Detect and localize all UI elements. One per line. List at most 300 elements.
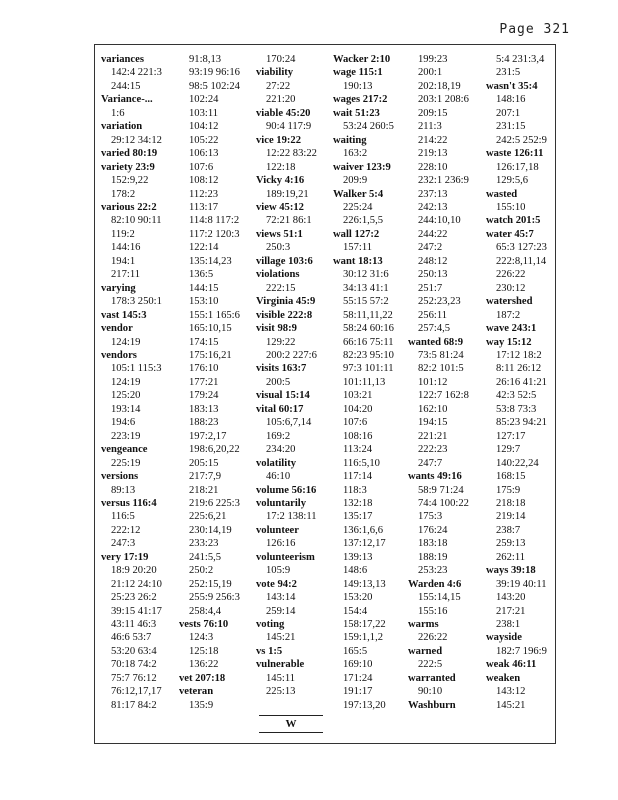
- index-reference: 58:24 60:16: [343, 323, 394, 335]
- index-reference: 190:13: [343, 80, 373, 92]
- index-reference: 242:13: [418, 201, 448, 213]
- index-reference: 242:5 252:9: [496, 134, 547, 146]
- index-reference: 124:19: [111, 376, 141, 388]
- index-term: wasted: [486, 188, 518, 200]
- index-term: varying: [101, 282, 136, 294]
- index-column-5: [408, 53, 481, 712]
- index-reference: 175:16,21: [189, 349, 232, 361]
- index-reference: 26:16 41:21: [496, 376, 547, 388]
- index-reference: 177:21: [189, 376, 219, 388]
- index-reference: 66:16 75:11: [343, 336, 394, 348]
- index-reference: 43:11 46:3: [111, 619, 157, 631]
- index-term: village 103:6: [256, 255, 313, 267]
- index-term: wayside: [486, 632, 522, 644]
- index-term: visual 15:14: [256, 390, 310, 402]
- index-reference: 81:17 84:2: [111, 699, 157, 711]
- index-term: variances: [101, 54, 144, 65]
- index-reference: 189:19,21: [266, 188, 309, 200]
- index-reference: 219:6 225:3: [189, 497, 240, 509]
- index-reference: 247:3: [111, 538, 136, 550]
- index-reference: 175:3: [418, 511, 443, 523]
- index-reference: 153:10: [189, 296, 219, 308]
- index-term: Vicky 4:16: [256, 175, 305, 187]
- index-reference: 93:19 96:16: [189, 67, 240, 79]
- index-term: wages 217:2: [333, 94, 388, 106]
- index-reference: 258:4,4: [189, 605, 222, 617]
- index-reference: 217:21: [496, 605, 526, 617]
- index-reference: 53:8 73:3: [496, 403, 537, 415]
- index-reference: 140:22,24: [496, 457, 539, 469]
- index-reference: 188:19: [418, 551, 448, 563]
- index-reference: 108:16: [343, 430, 373, 442]
- index-term: volume 56:16: [256, 484, 317, 496]
- index-reference: 129:7: [496, 444, 521, 456]
- index-reference: 135:9: [189, 699, 214, 711]
- index-reference: 90:4 117:9: [266, 121, 312, 133]
- index-reference: 169:10: [343, 659, 373, 671]
- index-column-2: [179, 53, 252, 712]
- index-reference: 117:14: [343, 471, 373, 483]
- index-reference: 222:15: [266, 282, 296, 294]
- index-reference: 203:1 208:6: [418, 94, 469, 106]
- index-reference: 178:3 250:1: [111, 296, 162, 308]
- index-reference: 30:12 31:6: [343, 269, 389, 281]
- index-reference: 53:20 63:4: [111, 645, 157, 657]
- index-reference: 188:23: [189, 417, 219, 429]
- index-reference: 27:22: [266, 80, 291, 92]
- index-term: versus 116:4: [101, 497, 157, 509]
- index-reference: 135:17: [343, 511, 373, 523]
- index-term: volatility: [256, 457, 297, 469]
- index-reference: 165:10,15: [189, 323, 232, 335]
- index-term: veteran: [179, 686, 214, 698]
- index-reference: 129:5,6: [496, 175, 529, 187]
- index-reference: 183:18: [418, 538, 448, 550]
- index-reference: 105:9: [266, 565, 291, 577]
- index-reference: 42:3 52:5: [496, 390, 537, 402]
- index-reference: 152:9,22: [111, 175, 149, 187]
- index-reference: 199:23: [418, 54, 448, 65]
- index-reference: 226:22: [496, 269, 526, 281]
- index-term: Washburn: [408, 699, 456, 711]
- index-column-1: [101, 53, 174, 712]
- index-reference: 202:18,19: [418, 80, 461, 92]
- index-reference: 90:10: [418, 686, 443, 698]
- index-reference: 248:12: [418, 255, 448, 267]
- index-term: Wacker 2:10: [333, 54, 391, 65]
- index-reference: 114:8 117:2: [189, 215, 240, 227]
- index-term: vendors: [101, 349, 137, 361]
- index-term: wait 51:23: [333, 107, 380, 119]
- index-reference: 187:2: [496, 309, 521, 321]
- index-reference: 12:22 83:22: [266, 148, 317, 160]
- index-reference: 252:23,23: [418, 296, 461, 308]
- index-term: wave 243:1: [486, 323, 537, 335]
- index-reference: 17:12 18:2: [496, 349, 542, 361]
- index-term: wants 49:16: [408, 471, 462, 483]
- index-reference: 225:24: [343, 201, 373, 213]
- index-term: vice 19:22: [256, 134, 302, 146]
- index-reference: 39:15 41:17: [111, 605, 162, 617]
- index-term: wasn't 35:4: [486, 80, 538, 92]
- index-reference: 82:23 95:10: [343, 349, 394, 361]
- index-reference: 145:21: [266, 632, 296, 644]
- index-reference: 159:1,1,2: [343, 632, 384, 644]
- index-column-6: [486, 53, 559, 712]
- index-term: vote 94:2: [256, 578, 297, 590]
- index-reference: 211:3: [418, 121, 442, 133]
- index-reference: 247:2: [418, 242, 443, 254]
- index-reference: 238:7: [496, 524, 521, 536]
- index-term: waiver 123:9: [333, 161, 391, 173]
- index-term: waste 126:11: [486, 148, 544, 160]
- index-reference: 122:18: [266, 161, 296, 173]
- index-reference: 251:7: [418, 282, 443, 294]
- index-frame: [94, 44, 556, 744]
- index-term: viable 45:20: [256, 107, 311, 119]
- index-reference: 219:13: [418, 148, 448, 160]
- index-reference: 225:13: [266, 686, 296, 698]
- index-term: vulnerable: [256, 659, 305, 671]
- index-reference: 21:12 24:10: [111, 578, 162, 590]
- index-reference: 136:22: [189, 659, 219, 671]
- index-reference: 136:1,6,6: [343, 524, 384, 536]
- index-reference: 82:10 90:11: [111, 215, 162, 227]
- index-reference: 104:20: [343, 403, 373, 415]
- index-reference: 104:12: [189, 121, 219, 133]
- index-reference: 117:2 120:3: [189, 228, 240, 240]
- index-reference: 18:9 20:20: [111, 565, 157, 577]
- index-term: weaken: [486, 672, 521, 684]
- index-reference: 112:23: [189, 188, 219, 200]
- index-reference: 179:24: [189, 390, 219, 402]
- index-term: warned: [408, 645, 443, 657]
- index-reference: 116:5,10: [343, 457, 380, 469]
- index-reference: 129:22: [266, 336, 296, 348]
- index-reference: 8:11 26:12: [496, 363, 542, 375]
- index-term: Warden 4:6: [408, 578, 462, 590]
- index-term: watch 201:5: [486, 215, 541, 227]
- index-reference: 91:8,13: [189, 54, 222, 65]
- index-reference: 101:12: [418, 376, 448, 388]
- index-reference: 165:5: [343, 645, 368, 657]
- index-reference: 58:9 71:24: [418, 484, 464, 496]
- index-reference: 219:14: [496, 511, 526, 523]
- index-reference: 126:16: [266, 538, 296, 550]
- index-reference: 222:8,11,14: [496, 255, 547, 267]
- index-reference: 182:7 196:9: [496, 645, 547, 657]
- index-reference: 143:12: [496, 686, 526, 698]
- index-reference: 132:18: [343, 497, 373, 509]
- index-reference: 217:11: [111, 269, 141, 281]
- index-reference: 122:7 162:8: [418, 390, 469, 402]
- index-reference: 234:20: [266, 444, 296, 456]
- index-reference: 200:5: [266, 376, 291, 388]
- index-reference: 222:12: [111, 524, 141, 536]
- index-reference: 157:11: [343, 242, 373, 254]
- index-term: vast 145:3: [101, 309, 147, 321]
- index-reference: 250:3: [266, 242, 291, 254]
- index-reference: 125:18: [189, 645, 219, 657]
- index-term: wall 127:2: [333, 228, 380, 240]
- index-reference: 126:17,18: [496, 161, 539, 173]
- index-reference: 221:20: [266, 94, 296, 106]
- index-term: view 45:12: [256, 201, 304, 213]
- index-reference: 250:2: [189, 565, 214, 577]
- index-reference: 237:13: [418, 188, 448, 200]
- index-column-3: [256, 53, 329, 699]
- index-reference: 135:14,23: [189, 255, 232, 267]
- index-reference: 225:6,21: [189, 511, 227, 523]
- index-reference: 218:21: [189, 484, 219, 496]
- index-reference: 75:7 76:12: [111, 672, 157, 684]
- index-reference: 252:15,19: [189, 578, 232, 590]
- index-reference: 103:21: [343, 390, 373, 402]
- index-term: ways 39:18: [486, 565, 536, 577]
- index-reference: 113:24: [343, 444, 373, 456]
- index-term: voluntarily: [256, 497, 307, 509]
- index-reference: 222:23: [418, 444, 448, 456]
- index-reference: 149:13,13: [343, 578, 386, 590]
- index-reference: 85:23 94:21: [496, 417, 547, 429]
- index-reference: 143:14: [266, 592, 296, 604]
- index-reference: 170:24: [266, 54, 296, 65]
- index-reference: 101:11,13: [343, 376, 386, 388]
- index-term: viability: [256, 67, 294, 79]
- index-reference: 144:16: [111, 242, 141, 254]
- index-reference: 176:24: [418, 524, 448, 536]
- index-reference: 89:13: [111, 484, 136, 496]
- index-reference: 155:14,15: [418, 592, 461, 604]
- index-reference: 1:6: [111, 107, 125, 119]
- index-term: vet 207:18: [179, 672, 226, 684]
- index-term: Virginia 45:9: [256, 296, 316, 308]
- index-term: wanted 68:9: [408, 336, 464, 348]
- index-term: vital 60:17: [256, 403, 304, 415]
- index-reference: 193:14: [111, 403, 141, 415]
- index-reference: 122:14: [189, 242, 219, 254]
- page-number: Page 321: [499, 22, 570, 37]
- index-reference: 225:19: [111, 457, 141, 469]
- index-term: visits 163:7: [256, 363, 307, 375]
- index-term: water 45:7: [486, 228, 534, 240]
- index-reference: 119:2: [111, 228, 135, 240]
- index-reference: 148:6: [343, 565, 368, 577]
- index-reference: 137:12,17: [343, 538, 386, 550]
- index-term: warms: [408, 619, 439, 631]
- index-reference: 194:1: [111, 255, 136, 267]
- index-term: varied 80:19: [101, 148, 158, 160]
- index-reference: 74:4 100:22: [418, 497, 469, 509]
- index-reference: 197:2,17: [189, 430, 227, 442]
- index-reference: 148:16: [496, 94, 526, 106]
- index-term: Variance-...: [101, 94, 153, 106]
- index-reference: 70:18 74:2: [111, 659, 157, 671]
- index-reference: 142:4 221:3: [111, 67, 162, 79]
- index-reference: 154:4: [343, 605, 368, 617]
- index-reference: 218:18: [496, 497, 526, 509]
- index-reference: 262:11: [496, 551, 526, 563]
- index-term: Walker 5:4: [333, 188, 384, 200]
- index-reference: 105:1 115:3: [111, 363, 162, 375]
- index-reference: 97:3 101:11: [343, 363, 394, 375]
- index-reference: 124:19: [111, 336, 141, 348]
- index-reference: 259:14: [266, 605, 296, 617]
- index-reference: 228:10: [418, 161, 448, 173]
- index-reference: 17:2 138:11: [266, 511, 317, 523]
- index-term: warranted: [408, 672, 456, 684]
- index-reference: 233:23: [189, 538, 219, 550]
- index-term: versions: [101, 471, 139, 483]
- index-term: variation: [101, 121, 143, 133]
- index-reference: 153:20: [343, 592, 373, 604]
- index-column-4: [333, 53, 406, 712]
- index-reference: 53:24 260:5: [343, 121, 394, 133]
- index-reference: 107:6: [189, 161, 214, 173]
- index-reference: 124:3: [189, 632, 214, 644]
- index-reference: 105:22: [189, 134, 219, 146]
- index-reference: 244:10,10: [418, 215, 461, 227]
- index-term: waiting: [333, 134, 367, 146]
- index-reference: 106:13: [189, 148, 219, 160]
- index-reference: 223:19: [111, 430, 141, 442]
- index-term: vs 1:5: [256, 645, 283, 657]
- index-term: want 18:13: [333, 255, 383, 267]
- index-term: vendor: [101, 323, 133, 335]
- index-reference: 116:5: [111, 511, 135, 523]
- index-reference: 257:4,5: [418, 323, 451, 335]
- index-reference: 200:2 227:6: [266, 349, 317, 361]
- index-reference: 176:10: [189, 363, 219, 375]
- index-term: volunteerism: [256, 551, 315, 563]
- index-reference: 98:5 102:24: [189, 80, 240, 92]
- index-reference: 144:15: [189, 282, 219, 294]
- index-reference: 73:5 81:24: [418, 349, 464, 361]
- index-term: vengeance: [101, 444, 148, 456]
- index-reference: 232:1 236:9: [418, 175, 469, 187]
- index-reference: 244:15: [111, 80, 141, 92]
- index-reference: 145:21: [496, 699, 526, 711]
- index-reference: 226:22: [418, 632, 448, 644]
- index-reference: 118:3: [343, 484, 367, 496]
- index-reference: 222:5: [418, 659, 443, 671]
- index-reference: 102:24: [189, 94, 219, 106]
- index-reference: 231:15: [496, 121, 526, 133]
- index-reference: 143:20: [496, 592, 526, 604]
- index-reference: 205:15: [189, 457, 219, 469]
- index-term: volunteer: [256, 524, 299, 536]
- index-reference: 194:15: [418, 417, 448, 429]
- index-reference: 169:2: [266, 430, 291, 442]
- index-reference: 247:7: [418, 457, 443, 469]
- index-reference: 39:19 40:11: [496, 578, 547, 590]
- index-reference: 168:15: [496, 471, 526, 483]
- index-reference: 76:12,17,17: [111, 686, 162, 698]
- index-term: visit 98:9: [256, 323, 297, 335]
- index-reference: 238:1: [496, 619, 521, 631]
- index-reference: 226:1,5,5: [343, 215, 384, 227]
- index-reference: 250:13: [418, 269, 448, 281]
- index-reference: 256:11: [418, 309, 448, 321]
- index-reference: 113:17: [189, 201, 219, 213]
- index-reference: 108:12: [189, 175, 219, 187]
- index-reference: 191:17: [343, 686, 373, 698]
- index-reference: 46:10: [266, 471, 291, 483]
- index-reference: 230:12: [496, 282, 526, 294]
- index-term: voting: [256, 619, 285, 631]
- index-reference: 139:13: [343, 551, 373, 563]
- index-reference: 25:23 26:2: [111, 592, 157, 604]
- index-reference: 127:17: [496, 430, 526, 442]
- index-reference: 221:21: [418, 430, 448, 442]
- index-reference: 259:13: [496, 538, 526, 550]
- index-reference: 163:2: [343, 148, 368, 160]
- index-reference: 145:11: [266, 672, 296, 684]
- index-reference: 174:15: [189, 336, 219, 348]
- index-reference: 244:22: [418, 228, 448, 240]
- index-term: weak 46:11: [486, 659, 537, 671]
- index-reference: 209:9: [343, 175, 368, 187]
- index-reference: 171:24: [343, 672, 373, 684]
- index-term: variety 23:9: [101, 161, 155, 173]
- index-reference: 29:12 34:12: [111, 134, 162, 146]
- index-reference: 230:14,19: [189, 524, 232, 536]
- index-term: way 15:12: [486, 336, 532, 348]
- index-reference: 214:22: [418, 134, 448, 146]
- index-reference: 82:2 101:5: [418, 363, 464, 375]
- index-reference: 46:6 53:7: [111, 632, 152, 644]
- index-reference: 209:15: [418, 107, 448, 119]
- index-reference: 200:1: [418, 67, 443, 79]
- index-reference: 217:7,9: [189, 471, 222, 483]
- index-term: visible 222:8: [256, 309, 313, 321]
- index-term: watershed: [486, 296, 533, 308]
- index-reference: 155:10: [496, 201, 526, 213]
- index-reference: 107:6: [343, 417, 368, 429]
- index-term: very 17:19: [101, 551, 149, 563]
- index-reference: 58:11,11,22: [343, 309, 393, 321]
- index-term: wage 115:1: [333, 67, 383, 79]
- index-term: various 22:2: [101, 201, 157, 213]
- index-reference: 175:9: [496, 484, 521, 496]
- section-letter-header: W: [259, 715, 323, 733]
- index-reference: 34:13 41:1: [343, 282, 389, 294]
- index-term: vests 76:10: [179, 619, 229, 631]
- index-reference: 178:2: [111, 188, 136, 200]
- index-reference: 231:5: [496, 67, 521, 79]
- index-term: views 51:1: [256, 228, 303, 240]
- index-term: violations: [256, 269, 300, 281]
- index-reference: 162:10: [418, 403, 448, 415]
- index-reference: 207:1: [496, 107, 521, 119]
- index-reference: 194:6: [111, 417, 136, 429]
- index-reference: 155:16: [418, 605, 448, 617]
- index-reference: 5:4 231:3,4: [496, 54, 545, 65]
- index-reference: 183:13: [189, 403, 219, 415]
- index-reference: 103:11: [189, 107, 219, 119]
- index-reference: 55:15 57:2: [343, 296, 389, 308]
- index-reference: 158:17,22: [343, 619, 386, 631]
- index-reference: 241:5,5: [189, 551, 222, 563]
- index-reference: 155:1 165:6: [189, 309, 240, 321]
- index-reference: 255:9 256:3: [189, 592, 240, 604]
- index-reference: 136:5: [189, 269, 214, 281]
- index-reference: 125:20: [111, 390, 141, 402]
- index-reference: 105:6,7,14: [266, 417, 312, 429]
- index-reference: 72:21 86:1: [266, 215, 312, 227]
- index-reference: 197:13,20: [343, 699, 386, 711]
- index-reference: 198:6,20,22: [189, 444, 240, 456]
